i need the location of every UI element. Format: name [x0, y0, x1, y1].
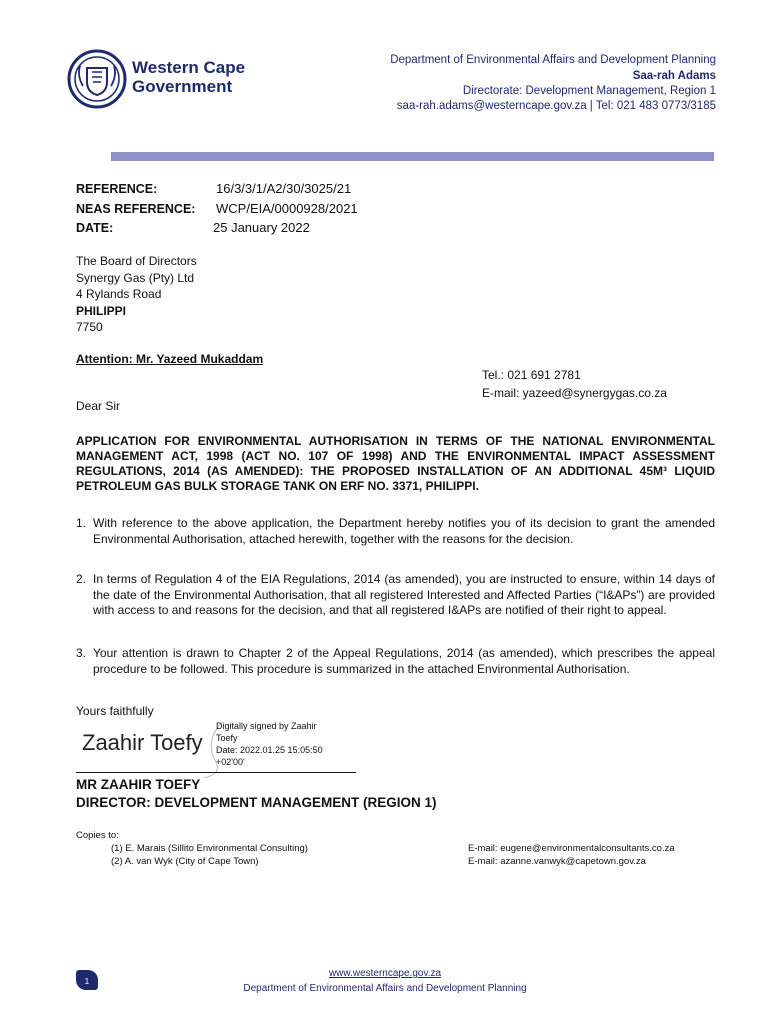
logo-wordmark	[132, 58, 245, 96]
signature-line	[76, 772, 356, 773]
digital-signature-details	[216, 720, 346, 768]
address-line: The Board of Directors	[76, 254, 197, 268]
closing: Yours faithfully	[76, 704, 154, 718]
copy-recipient: (2) A. van Wyk (City of Cape Town)	[111, 856, 259, 867]
paragraph-3	[76, 646, 715, 677]
recipient-tel: Tel.: 021 691 2781	[482, 368, 581, 382]
signature-meta-line: Digitally signed by Zaahir	[216, 721, 317, 731]
attention-line: Attention: Mr. Yazeed Mukaddam	[76, 352, 264, 366]
recipient-address	[76, 253, 197, 336]
address-line: 4 Rylands Road	[76, 287, 162, 301]
paragraph-text: In terms of Regulation 4 of the EIA Regulations, 2014 (as amended), you are instructed to ensure, within 14 days of the date of the Environmental Authorisation, that all registered Interested and Affected Parties (“I&APs”) are provided with access to and reasons for the decision, and that all registered I&APs are notified of their right to appeal.	[93, 572, 715, 617]
signature-meta-line: +02'00'	[216, 757, 245, 767]
paragraph-text: With reference to the above application, the Department hereby notifies you of its decision to grant the amended Environmental Authorisation, attached herewith, together with the reasons for the decision.	[93, 516, 715, 546]
page-number-badge: 1	[76, 970, 98, 990]
coat-of-arms-icon	[66, 48, 128, 110]
paragraph-number: 2.	[76, 572, 87, 586]
paragraph-number: 1.	[76, 516, 87, 530]
paragraph-number: 3.	[76, 646, 87, 660]
signer-title: DIRECTOR: DEVELOPMENT MANAGEMENT (REGION 1)	[76, 795, 437, 810]
recipient-contact	[482, 366, 667, 402]
footer-website-link[interactable]: www.westerncape.gov.za	[328, 968, 442, 979]
address-line: Synergy Gas (Pty) Ltd	[76, 270, 195, 285]
header-divider-bar	[111, 152, 714, 161]
copy-email: E-mail: eugene@environmentalconsultants.co.za	[468, 843, 675, 854]
copy-recipient: (1) E. Marais (Sillito Environmental Consulting)	[111, 843, 308, 854]
signer-name: MR ZAAHIR TOEFY	[76, 777, 201, 792]
header-directorate: Directorate: Development Management, Region 1	[462, 85, 716, 97]
date-label: DATE:	[76, 221, 114, 235]
paragraph-text: Your attention is drawn to Chapter 2 of the Appeal Regulations, 2014 (as amended), which prescribes the appeal procedure to be followed. This procedure is summarized in the attached Environmental Authorisation.	[93, 646, 715, 676]
address-line: PHILIPPI	[76, 303, 127, 318]
logo-line-2: Government	[132, 77, 233, 96]
signature-meta-line: Date: 2022.01.25 15:05:50	[216, 745, 323, 755]
recipient-email: E-mail: yazeed@synergygas.co.za	[482, 386, 667, 400]
footer-department: Department of Environmental Affairs and Development Planning	[243, 983, 527, 994]
header-contact: saa-rah.adams@westerncape.gov.za | Tel: 021 483 0773/3185	[396, 100, 716, 112]
subject-heading: APPLICATION FOR ENVIRONMENTAL AUTHORISATION IN TERMS OF THE NATIONAL ENVIRONMENTAL MANAGEMENT ACT, 1998 (ACT NO. 107 OF 1998) AND THE ENVIRONMENTAL IMPACT ASSESSMENT REGULATIONS, 2014 (AS AMENDED): THE PROPOSED INSTALLATION OF AN ADDITIONAL 45M³ LIQUID PETROLEUM GAS BULK STORAGE TANK ON ERF NO. 3371, PHILIPPI.	[76, 434, 715, 493]
reference-label: REFERENCE:	[76, 182, 158, 196]
header-person: Saa-rah Adams	[632, 70, 716, 82]
signature-meta-line: Toefy	[216, 733, 238, 743]
signer-block	[76, 776, 437, 812]
paragraph-2	[76, 572, 715, 619]
logo-line-1: Western Cape	[132, 58, 246, 77]
neas-reference-value: WCP/EIA/0000928/2021	[216, 201, 358, 216]
neas-reference-label: NEAS REFERENCE:	[76, 202, 196, 216]
salutation: Dear Sir	[76, 399, 121, 413]
date-value: 25 January 2022	[213, 220, 310, 235]
header-department: Department of Environmental Affairs and Development Planning	[390, 54, 716, 66]
signature-script: Zaahir Toefy	[82, 730, 203, 755]
copies-label: Copies to:	[76, 830, 119, 841]
paragraph-1	[76, 516, 715, 547]
reference-value: 16/3/3/1/A2/30/3025/21	[216, 181, 352, 196]
copy-email: E-mail: azanne.vanwyk@capetown.gov.za	[468, 856, 646, 867]
address-line: 7750	[76, 320, 103, 334]
